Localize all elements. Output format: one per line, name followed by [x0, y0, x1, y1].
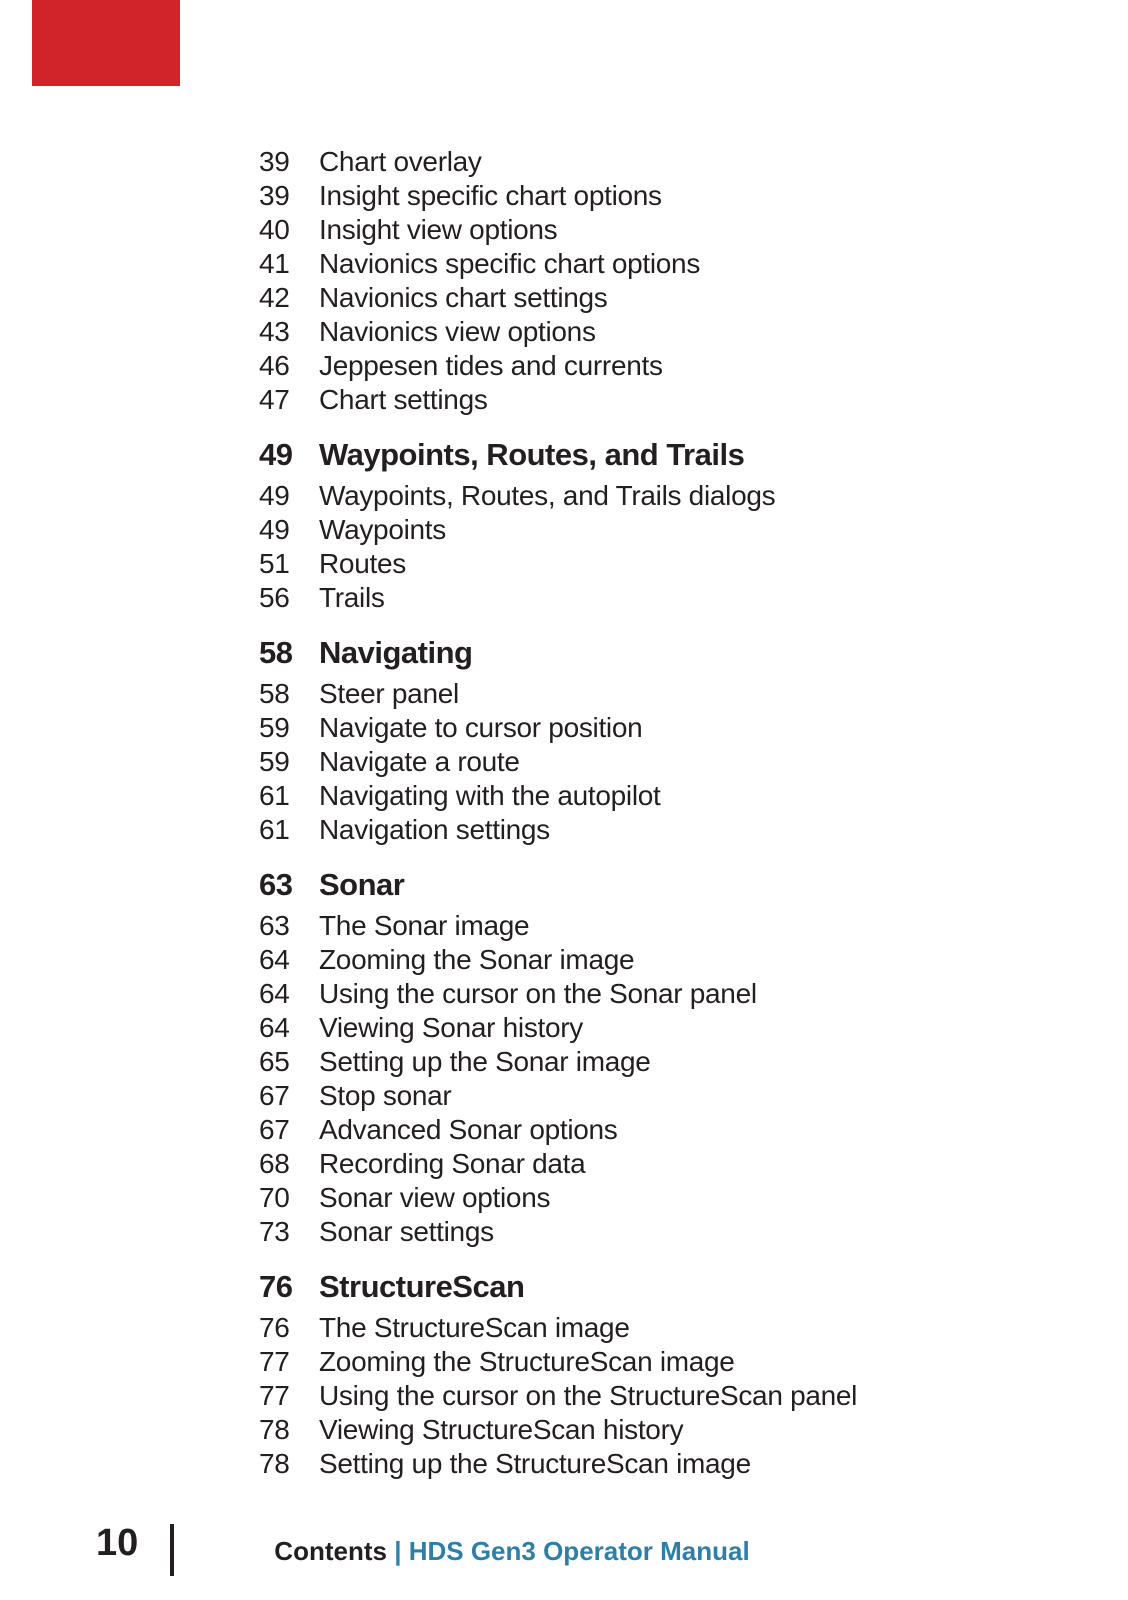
- toc-entry: [259, 1447, 979, 1481]
- footer-title-line: [0, 1536, 1024, 1567]
- toc-entry: [259, 977, 979, 1011]
- toc-entry-page: 58: [259, 678, 290, 709]
- toc-entry-title: Waypoints: [319, 514, 446, 545]
- toc-entry-title: Viewing StructureScan history: [319, 1414, 684, 1445]
- toc-entry-title: Insight specific chart options: [319, 180, 662, 211]
- toc-entry-title: Stop sonar: [319, 1080, 452, 1111]
- toc-entry: [259, 1181, 979, 1215]
- toc-section-header: [259, 633, 979, 673]
- toc-entry-title: Viewing Sonar history: [319, 1012, 583, 1043]
- toc-entry: [259, 383, 979, 417]
- toc-entry-title: Setting up the StructureScan image: [319, 1448, 751, 1479]
- toc-entry: [259, 179, 979, 213]
- toc-entry: [259, 349, 979, 383]
- toc-entry: [259, 1215, 979, 1249]
- toc-entry-title: Navigation settings: [319, 814, 550, 845]
- toc-entry-title: Using the cursor on the Sonar panel: [319, 978, 757, 1009]
- toc-entry-title: Navigate to cursor position: [319, 712, 643, 743]
- toc-section: [259, 1267, 979, 1481]
- toc-entry-page: 49: [259, 480, 290, 511]
- toc-entry: [259, 1147, 979, 1181]
- toc-entry-page: 42: [259, 282, 290, 313]
- toc-header-page: 63: [259, 867, 293, 902]
- toc-entry-page: 67: [259, 1080, 290, 1111]
- toc-entry-page: 59: [259, 746, 290, 777]
- toc-section-header: [259, 865, 979, 905]
- toc-section: [259, 633, 979, 847]
- toc-header-page: 58: [259, 635, 293, 670]
- toc-entry: [259, 315, 979, 349]
- toc-entry-title: The Sonar image: [319, 910, 530, 941]
- toc-entry-page: 47: [259, 384, 290, 415]
- toc-entry: [259, 1079, 979, 1113]
- toc-entry-title: Waypoints, Routes, and Trails dialogs: [319, 480, 776, 511]
- toc-entry: [259, 711, 979, 745]
- toc-entry-title: Navigate a route: [319, 746, 520, 777]
- toc-entry-title: Chart settings: [319, 384, 488, 415]
- toc-entry: [259, 1045, 979, 1079]
- toc-section: [259, 145, 979, 417]
- footer-doc-title: HDS Gen3 Operator Manual: [408, 1536, 750, 1566]
- toc-entry-title: Jeppesen tides and currents: [319, 350, 663, 381]
- toc-entry: [259, 479, 979, 513]
- toc-section: [259, 435, 979, 615]
- toc-entry-title: Advanced Sonar options: [319, 1114, 618, 1145]
- toc-entry-page: 41: [259, 248, 290, 279]
- toc-entry: [259, 281, 979, 315]
- toc-entry: [259, 745, 979, 779]
- toc-header-title: Navigating: [319, 635, 473, 670]
- toc-entry-title: Navionics chart settings: [319, 282, 608, 313]
- toc-entry: [259, 145, 979, 179]
- toc-entry-page: 65: [259, 1046, 290, 1077]
- toc-entry-page: 70: [259, 1182, 290, 1213]
- toc-entry-title: Navionics specific chart options: [319, 248, 701, 279]
- toc-entry: [259, 1113, 979, 1147]
- toc-entry: [259, 1413, 979, 1447]
- toc-entry-title: Zooming the StructureScan image: [319, 1346, 735, 1377]
- toc-entry-page: 68: [259, 1148, 290, 1179]
- toc-entry-page: 39: [259, 146, 290, 177]
- toc-entry: [259, 1011, 979, 1045]
- toc-header-title: Waypoints, Routes, and Trails: [319, 437, 745, 472]
- footer-page-number: 10: [96, 1522, 139, 1564]
- toc-entry: [259, 581, 979, 615]
- toc-entry-page: 76: [259, 1312, 290, 1343]
- toc-entry-page: 78: [259, 1414, 290, 1445]
- footer-separator: |: [394, 1536, 402, 1566]
- toc-entry-title: Sonar view options: [319, 1182, 551, 1213]
- toc-entry-title: Zooming the Sonar image: [319, 944, 635, 975]
- toc-entry-title: Navigating with the autopilot: [319, 780, 661, 811]
- toc-entry-title: Routes: [319, 548, 406, 579]
- toc-entry-page: 73: [259, 1216, 290, 1247]
- toc-entry-title: Insight view options: [319, 214, 558, 245]
- toc-entry: [259, 779, 979, 813]
- toc-entry-title: Chart overlay: [319, 146, 482, 177]
- toc-header-page: 76: [259, 1269, 293, 1304]
- red-corner-tab: [32, 0, 180, 86]
- toc-header-title: Sonar: [319, 867, 405, 902]
- footer-section-label: Contents: [274, 1536, 387, 1566]
- toc-entry-page: 77: [259, 1346, 290, 1377]
- toc-entry-title: Navionics view options: [319, 316, 596, 347]
- toc-entry-title: Sonar settings: [319, 1216, 494, 1247]
- toc-entry: [259, 1379, 979, 1413]
- toc-entry: [259, 213, 979, 247]
- toc-entry-page: 59: [259, 712, 290, 743]
- toc-entry-page: 39: [259, 180, 290, 211]
- toc-header-page: 49: [259, 437, 293, 472]
- toc-entry-page: 78: [259, 1448, 290, 1479]
- toc-entry-page: 63: [259, 910, 290, 941]
- toc-entry-title: Setting up the Sonar image: [319, 1046, 651, 1077]
- toc-entry-page: 77: [259, 1380, 290, 1411]
- toc-entry: [259, 247, 979, 281]
- toc-entry-page: 67: [259, 1114, 290, 1145]
- toc-entry-title: The StructureScan image: [319, 1312, 630, 1343]
- toc-entry: [259, 547, 979, 581]
- toc-entry-page: 46: [259, 350, 290, 381]
- toc-entry-page: 43: [259, 316, 290, 347]
- toc-entry-title: Using the cursor on the StructureScan panel: [319, 1380, 858, 1411]
- toc-section: [259, 865, 979, 1249]
- toc-section-header: [259, 435, 979, 475]
- toc-entry-page: 64: [259, 944, 290, 975]
- toc-header-title: StructureScan: [319, 1269, 525, 1304]
- toc: [259, 145, 979, 1481]
- toc-entry: [259, 513, 979, 547]
- toc-entry: [259, 909, 979, 943]
- toc-entry: [259, 813, 979, 847]
- toc-section-header: [259, 1267, 979, 1307]
- toc-entry-title: Recording Sonar data: [319, 1148, 586, 1179]
- toc-entry-title: Trails: [319, 582, 385, 613]
- toc-entry-page: 56: [259, 582, 290, 613]
- toc-entry-page: 61: [259, 814, 290, 845]
- toc-entry-page: 64: [259, 978, 290, 1009]
- toc-entry: [259, 943, 979, 977]
- toc-entry-page: 61: [259, 780, 290, 811]
- toc-entry-title: Steer panel: [319, 678, 459, 709]
- toc-entry: [259, 677, 979, 711]
- toc-entry-page: 64: [259, 1012, 290, 1043]
- toc-entry: [259, 1345, 979, 1379]
- toc-entry: [259, 1311, 979, 1345]
- toc-entry-page: 49: [259, 514, 290, 545]
- toc-entry-page: 40: [259, 214, 290, 245]
- toc-entry-page: 51: [259, 548, 290, 579]
